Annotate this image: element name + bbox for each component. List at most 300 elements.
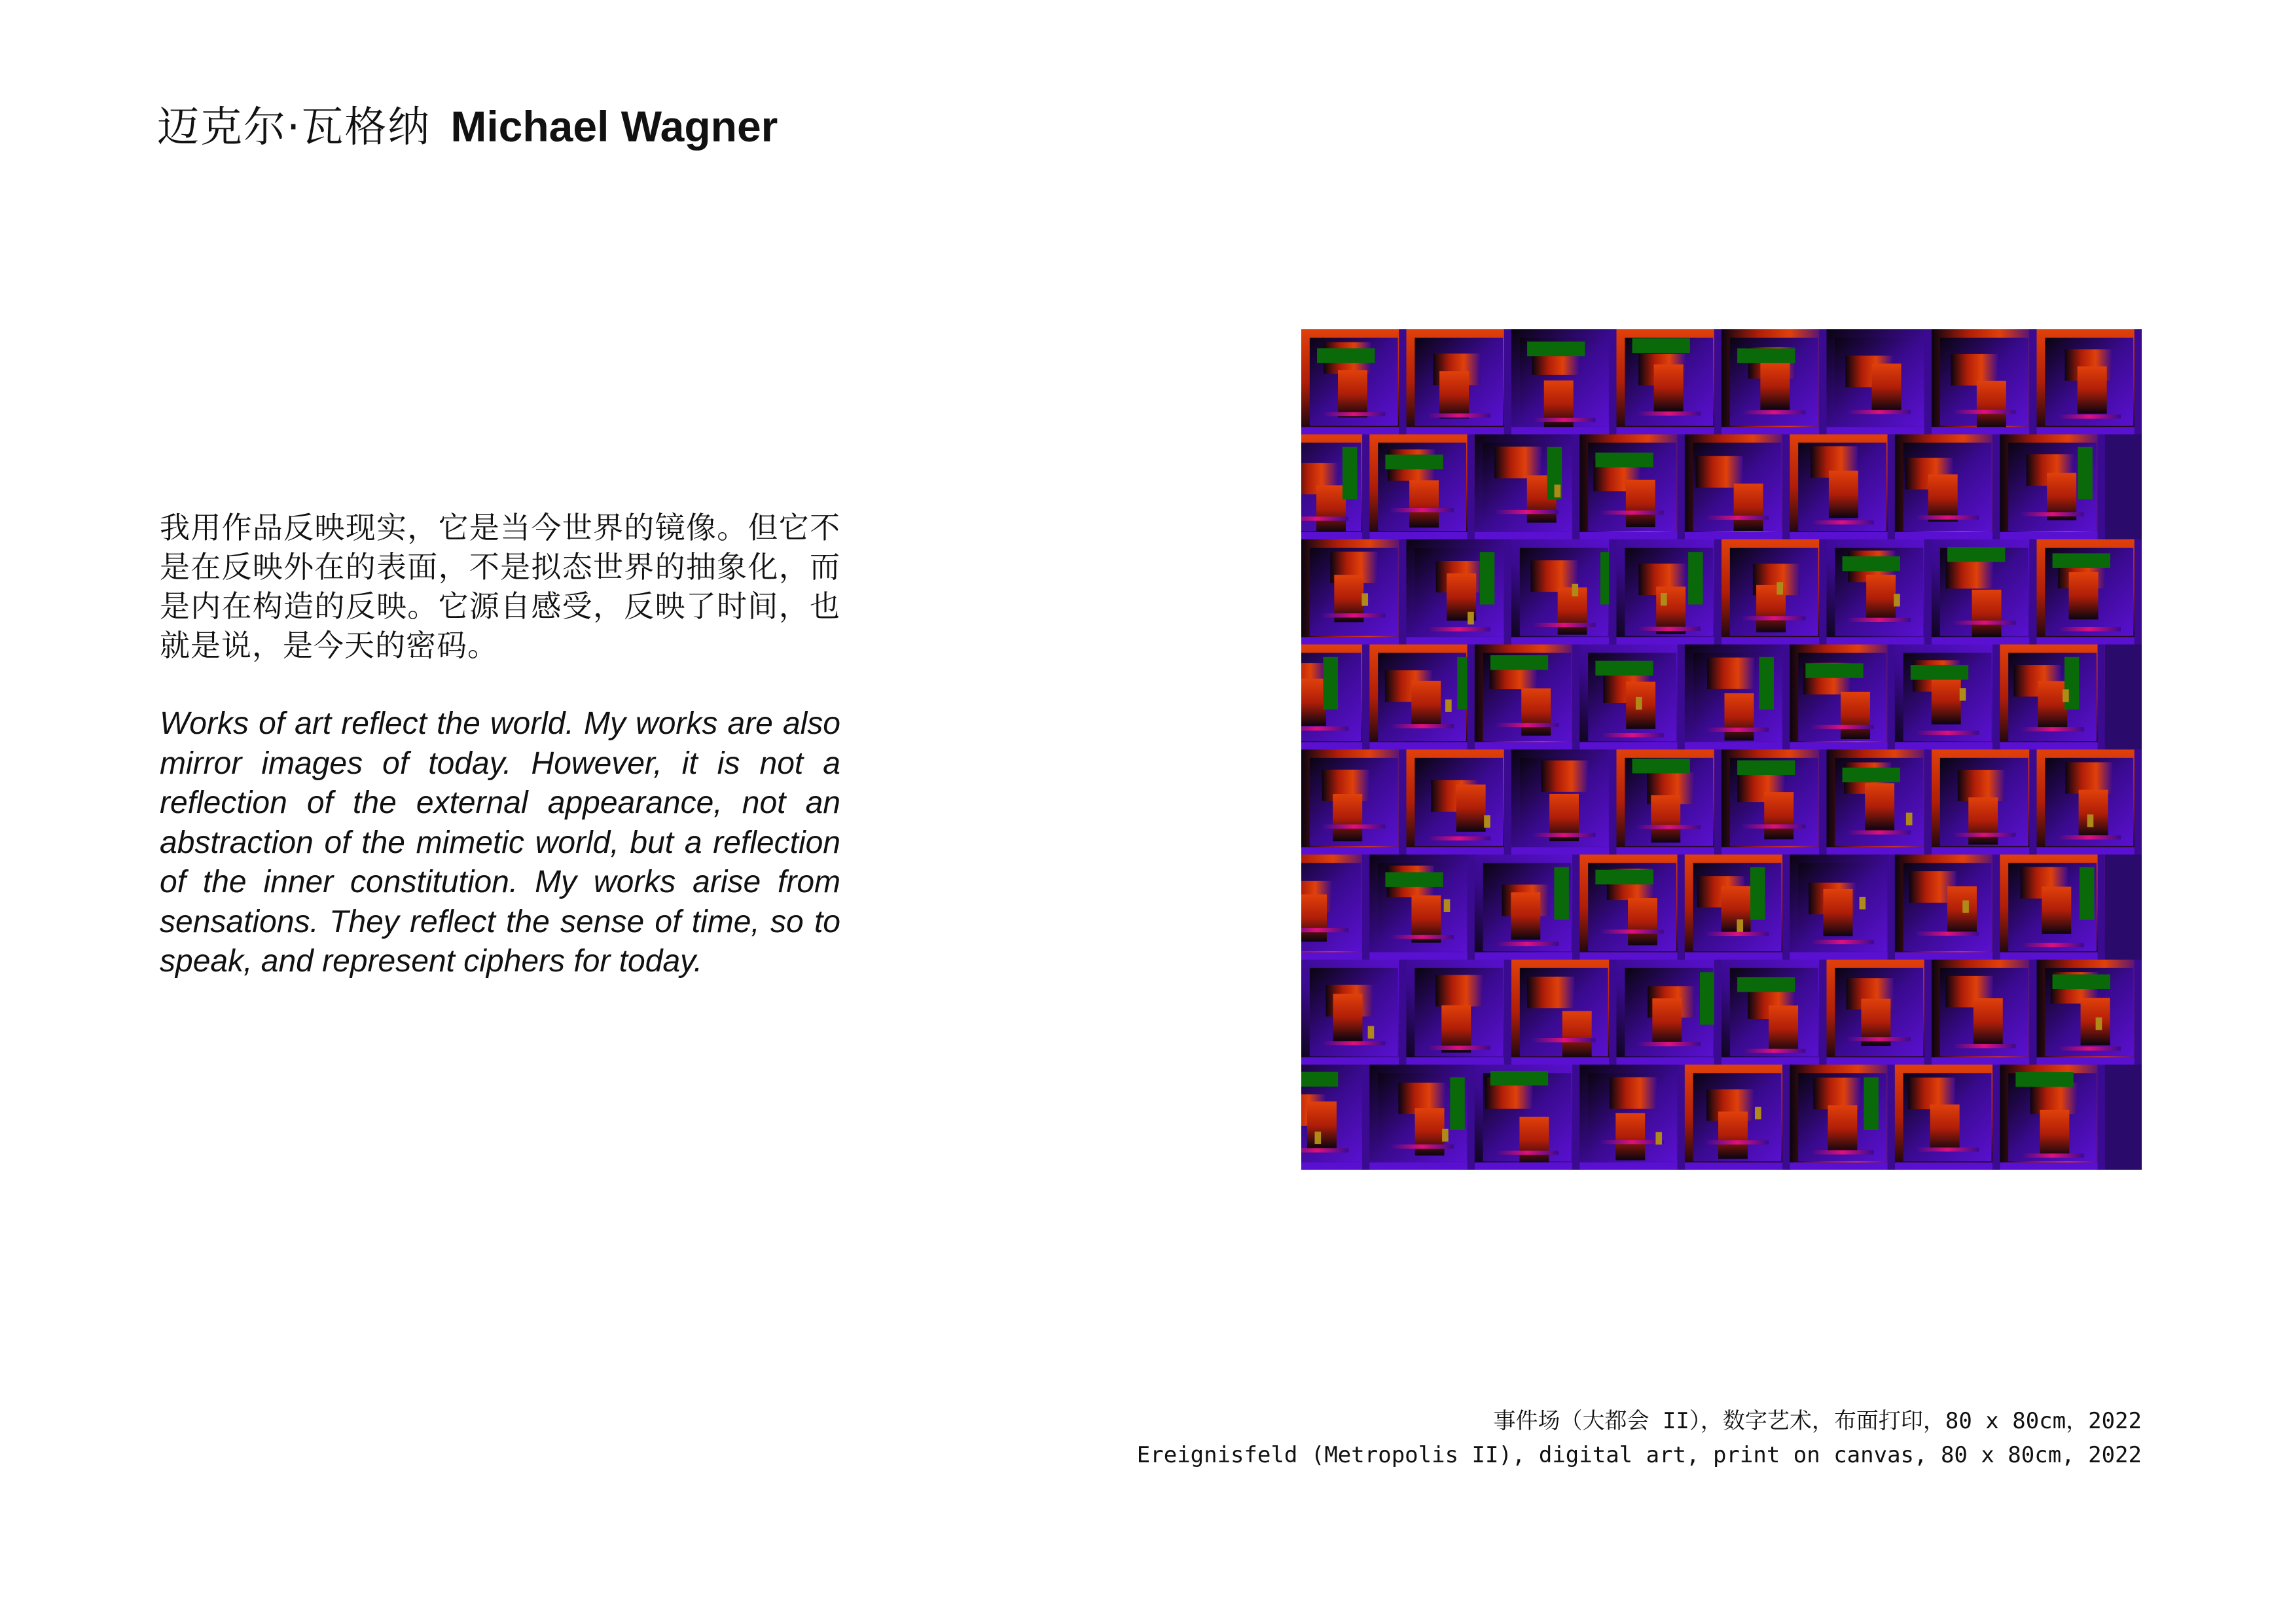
- pattern-bar: [1992, 435, 2000, 540]
- pattern-bar: [1685, 532, 1790, 539]
- pattern-bar: [1511, 427, 1617, 434]
- pattern-accent-magenta: [1742, 616, 1805, 620]
- pattern-bar: [1579, 742, 1685, 749]
- pattern-accent-green: [1323, 657, 1337, 710]
- pattern-bar: [1369, 742, 1475, 749]
- pattern-bar: [2098, 435, 2105, 540]
- pattern-accent-magenta: [1742, 824, 1805, 828]
- pattern-block: [1494, 446, 1541, 478]
- pattern-bar: [1782, 645, 1790, 750]
- pattern-block: [1828, 1105, 1857, 1152]
- pattern-bar: [1617, 637, 1722, 644]
- pattern-bar: [1504, 749, 1511, 855]
- pattern-bar: [2029, 539, 2036, 645]
- caption-english: Ereignisfeld (Metropolis II), digital art, print on canvas, 80 x 80cm, 2022: [1136, 1442, 2142, 1468]
- pattern-accent-magenta: [2058, 627, 2121, 631]
- pattern-block: [1316, 485, 1346, 532]
- pattern-bar: [2037, 1057, 2142, 1064]
- pattern-accent-magenta: [1953, 621, 2015, 624]
- pattern-bar: [1468, 645, 1475, 750]
- pattern-accent-magenta: [1428, 414, 1490, 418]
- pattern-bar: [1399, 329, 1406, 435]
- pattern-accent-magenta: [1916, 515, 1979, 519]
- pattern-accent-magenta: [1811, 725, 1873, 729]
- pattern-accent-magenta: [1916, 731, 1979, 734]
- pattern-block: [1411, 681, 1441, 728]
- pattern-bar: [1399, 749, 1406, 855]
- pattern-accent-green: [1301, 1072, 1338, 1087]
- pattern-bar: [1301, 532, 1369, 539]
- pattern-accent-gold: [1314, 1132, 1321, 1144]
- pattern-bar: [2135, 539, 2142, 645]
- pattern-accent-green: [2053, 553, 2110, 568]
- pattern-bar: [1782, 855, 1790, 960]
- pattern-bar: [1511, 637, 1617, 644]
- pattern-accent-magenta: [1706, 516, 1769, 520]
- pattern-bar: [1301, 427, 1407, 434]
- pattern-accent-green: [1737, 977, 1795, 992]
- pattern-block: [2040, 1110, 2069, 1157]
- pattern-accent-magenta: [1811, 940, 1873, 944]
- pattern-block: [2078, 367, 2107, 414]
- pattern-accent-gold: [1962, 900, 1969, 912]
- pattern-bar: [2029, 329, 2036, 435]
- pattern-bar: [1579, 1163, 1685, 1170]
- pattern-bar: [1819, 329, 1826, 435]
- pattern-accent-magenta: [1848, 1037, 1911, 1041]
- pattern-bar: [1678, 855, 1685, 960]
- pattern-block: [1562, 1011, 1592, 1058]
- pattern-block: [1338, 370, 1367, 417]
- pattern-block: [1519, 1117, 1549, 1164]
- pattern-block: [1409, 480, 1439, 528]
- pattern-bar: [1685, 1163, 1790, 1170]
- pattern-accent-magenta: [1742, 1049, 1805, 1053]
- pattern-block: [1760, 363, 1790, 410]
- pattern-accent-magenta: [1600, 511, 1663, 514]
- pattern-bar: [1721, 1057, 1827, 1064]
- pattern-bar: [2098, 1065, 2105, 1170]
- pattern-accent-magenta: [1390, 508, 1453, 512]
- pattern-bar: [1468, 1065, 1475, 1170]
- artist-name-chinese: 迈克尔·瓦格纳: [157, 103, 431, 152]
- pattern-block: [1333, 994, 1363, 1041]
- pattern-accent-magenta: [1638, 825, 1701, 829]
- pattern-bar: [2000, 742, 2105, 749]
- pattern-bar: [1399, 539, 1406, 645]
- pattern-accent-magenta: [1301, 516, 1348, 520]
- pattern-accent-green: [1737, 761, 1795, 775]
- pattern-bar: [1888, 645, 1895, 750]
- pattern-accent-green: [1700, 972, 1714, 1024]
- pattern-accent-green: [1805, 663, 1863, 677]
- pattern-block: [1872, 364, 1901, 411]
- pattern-accent-gold: [1960, 688, 1966, 700]
- pattern-bar: [1362, 435, 1369, 540]
- statement-english: Works of art reflect the world. My works are also mirror images of today. However, it is not a reflection of the external appearance, not an abstraction of the mimetic world, but a reflection of the inner constitution. My works arise from sensations. They reflect the sense of time, so to speak, and represent ciphers for today.: [160, 706, 840, 979]
- pattern-bar: [2037, 427, 2142, 434]
- pattern-bar: [1888, 1065, 1895, 1170]
- pattern-block: [2081, 998, 2110, 1045]
- pattern-bar: [1369, 532, 1475, 539]
- pattern-block: [1626, 480, 1655, 527]
- pattern-accent-gold: [1661, 593, 1667, 605]
- pattern-accent-magenta: [1811, 1150, 1873, 1154]
- pattern-bar: [1924, 539, 1932, 645]
- pattern-accent-gold: [1442, 1129, 1449, 1142]
- caption-chinese: 事件场（大都会 II），数字艺术，布面打印，80 x 80cm，2022: [1493, 1408, 2142, 1434]
- pattern-bar: [1369, 1163, 1475, 1170]
- pattern-accent-green: [1554, 867, 1568, 920]
- pattern-block: [1435, 975, 1483, 1006]
- pattern-block: [1721, 886, 1751, 933]
- pattern-bar: [1301, 637, 1407, 644]
- pattern-bar: [1721, 637, 1827, 644]
- pattern-accent-green: [1385, 872, 1443, 886]
- statement-chinese: 我用作品反映现实，它是当今世界的镜像。但它不是在反映外在的表面，不是拟态世界的抽象化，而是内在构造的反映。它源自感受，反映了时间，也就是说，是今天的密码。: [160, 510, 840, 663]
- pattern-block: [1654, 365, 1684, 412]
- pattern-accent-magenta: [2058, 1047, 2121, 1051]
- pattern-bar: [1888, 855, 1895, 960]
- pattern-accent-green: [2080, 867, 2094, 920]
- pattern-bar: [1407, 847, 1512, 854]
- pattern-accent-green: [1632, 338, 1690, 353]
- pattern-accent-green: [2053, 975, 2110, 989]
- pattern-bar: [1932, 847, 2037, 854]
- pattern-bar: [1572, 435, 1579, 540]
- pattern-accent-magenta: [1532, 833, 1595, 837]
- pattern-bar: [1790, 952, 1895, 960]
- pattern-accent-gold: [2063, 689, 2069, 702]
- pattern-block: [1829, 471, 1858, 518]
- pattern-accent-magenta: [2058, 414, 2121, 418]
- pattern-bar: [2029, 749, 2036, 855]
- pattern-bar: [1579, 532, 1685, 539]
- pattern-accent-green: [1759, 657, 1773, 710]
- pattern-bar: [1714, 960, 1721, 1065]
- pattern-bar: [1407, 1057, 1512, 1064]
- pattern-accent-gold: [1894, 594, 1900, 606]
- pattern-bar: [1362, 645, 1369, 750]
- artist-statement: [160, 508, 840, 982]
- pattern-accent-magenta: [1428, 1046, 1490, 1050]
- pattern-bar: [2000, 1163, 2105, 1170]
- pattern-bar: [1301, 1057, 1407, 1064]
- pattern-accent-magenta: [2021, 1153, 2083, 1157]
- pattern-block: [1307, 1102, 1337, 1149]
- pattern-accent-green: [1317, 348, 1375, 363]
- pattern-accent-magenta: [1496, 1151, 1559, 1155]
- pattern-accent-magenta: [1532, 623, 1595, 627]
- pattern-accent-magenta: [1916, 931, 1979, 935]
- pattern-block: [1301, 894, 1327, 941]
- pattern-accent-magenta: [1848, 618, 1911, 622]
- pattern-accent-green: [1490, 655, 1548, 670]
- pattern-accent-gold: [2087, 814, 2094, 827]
- pattern-accent-gold: [1776, 582, 1783, 594]
- pattern-accent-gold: [1445, 700, 1452, 712]
- pattern-bar: [1407, 637, 1512, 644]
- pattern-block: [1610, 1077, 1657, 1109]
- pattern-block: [1696, 456, 1743, 488]
- pattern-block: [1615, 1113, 1645, 1160]
- pattern-accent-magenta: [1811, 520, 1873, 524]
- pattern-accent-magenta: [1428, 837, 1490, 840]
- pattern-block: [1527, 977, 1574, 1008]
- pattern-accent-magenta: [1390, 935, 1453, 939]
- pattern-bar: [1504, 329, 1511, 435]
- pattern-block: [1764, 792, 1793, 839]
- pattern-accent-magenta: [1953, 410, 2015, 414]
- pattern-accent-gold: [1636, 697, 1642, 710]
- pattern-bar: [1362, 1065, 1369, 1170]
- pattern-accent-magenta: [1390, 1144, 1453, 1148]
- pattern-block: [1823, 889, 1852, 936]
- pattern-accent-gold: [1468, 612, 1474, 624]
- pattern-accent-green: [1480, 552, 1494, 604]
- pattern-bar: [1579, 952, 1685, 960]
- pattern-bar: [2037, 637, 2142, 644]
- pattern-accent-magenta: [1322, 824, 1385, 828]
- pattern-bar: [1685, 952, 1790, 960]
- pattern-block: [1521, 689, 1551, 736]
- pattern-block: [1865, 783, 1894, 830]
- pattern-bar: [1895, 952, 2000, 960]
- pattern-block: [1511, 892, 1540, 939]
- pattern-bar: [2000, 952, 2105, 960]
- pattern-accent-green: [2078, 447, 2092, 499]
- pattern-block: [2079, 790, 2108, 837]
- pattern-bar: [2000, 532, 2105, 539]
- pattern-block: [1301, 679, 1326, 726]
- pattern-accent-gold: [2096, 1017, 2102, 1030]
- pattern-block: [1974, 998, 2003, 1045]
- pattern-bar: [2135, 960, 2142, 1065]
- pattern-accent-magenta: [1706, 728, 1769, 732]
- pattern-bar: [1475, 1163, 1580, 1170]
- pattern-accent-green: [1490, 1071, 1548, 1085]
- pattern-accent-green: [1595, 661, 1653, 676]
- pattern-bar: [2037, 847, 2142, 854]
- pattern-block: [1530, 560, 1577, 592]
- pattern-accent-magenta: [1916, 1147, 1979, 1151]
- pattern-bar: [1301, 847, 1407, 854]
- pattern-bar: [1609, 960, 1616, 1065]
- pattern-bar: [1819, 749, 1826, 855]
- pattern-block: [1769, 1005, 1798, 1053]
- pattern-block: [1707, 658, 1754, 689]
- pattern-accent-magenta: [2021, 727, 2083, 731]
- pattern-accent-magenta: [1953, 833, 2015, 837]
- pattern-accent-green: [1385, 455, 1443, 469]
- pattern-accent-green: [1343, 447, 1357, 499]
- pattern-bar: [1617, 427, 1722, 434]
- pattern-bar: [2029, 960, 2036, 1065]
- pattern-bar: [1475, 742, 1580, 749]
- pattern-bar: [1819, 539, 1826, 645]
- pattern-bar: [1819, 960, 1826, 1065]
- pattern-block: [1652, 998, 1682, 1045]
- pattern-bar: [1609, 539, 1616, 645]
- pattern-bar: [1617, 847, 1722, 854]
- pattern-accent-gold: [1361, 593, 1368, 605]
- pattern-block: [2038, 681, 2067, 728]
- pattern-bar: [1932, 637, 2037, 644]
- pattern-accent-magenta: [2021, 943, 2083, 947]
- pattern-accent-green: [1843, 556, 1900, 571]
- pattern-accent-gold: [1906, 813, 1913, 825]
- pattern-block: [1947, 886, 1977, 933]
- pattern-bar: [1362, 855, 1369, 960]
- pattern-accent-magenta: [2021, 512, 2083, 516]
- pattern-bar: [2098, 645, 2105, 750]
- pattern-bar: [1714, 329, 1721, 435]
- pattern-bar: [1721, 847, 1827, 854]
- pattern-accent-magenta: [1496, 723, 1559, 727]
- pattern-accent-green: [1527, 342, 1585, 356]
- artwork-pattern: [1301, 329, 2142, 1170]
- pattern-bar: [1924, 749, 1932, 855]
- pattern-block: [1456, 785, 1486, 832]
- pattern-accent-magenta: [1848, 410, 1911, 414]
- pattern-block: [1908, 1077, 1955, 1109]
- pattern-bar: [1932, 427, 2037, 434]
- pattern-bar: [2098, 855, 2105, 960]
- pattern-block: [1930, 1104, 1960, 1151]
- pattern-bar: [1617, 1057, 1722, 1064]
- pattern-accent-magenta: [1600, 929, 1663, 933]
- pattern-accent-green: [1595, 870, 1653, 884]
- pattern-bar: [1511, 1057, 1617, 1064]
- pattern-accent-gold: [1484, 815, 1490, 827]
- pattern-bar: [1504, 539, 1511, 645]
- pattern-accent-gold: [1555, 484, 1561, 497]
- artist-name-english: Michael Wagner: [450, 102, 778, 151]
- pattern-bar: [1992, 645, 2000, 750]
- pattern-accent-magenta: [1638, 627, 1701, 631]
- pattern-block: [1928, 475, 1958, 522]
- pattern-accent-magenta: [1390, 724, 1453, 728]
- pattern-bar: [1475, 952, 1580, 960]
- pattern-accent-gold: [1368, 1026, 1375, 1038]
- pattern-block: [1718, 1111, 1748, 1159]
- pattern-block: [1441, 1005, 1471, 1053]
- pattern-block: [1541, 761, 1588, 792]
- pattern-bar: [1399, 960, 1406, 1065]
- pattern-bar: [1790, 1163, 1895, 1170]
- pattern-block: [1968, 797, 1998, 844]
- pattern-bar: [1609, 749, 1616, 855]
- pattern-bar: [1301, 952, 1369, 960]
- pattern-accent-magenta: [2058, 835, 2121, 839]
- pattern-bar: [1572, 855, 1579, 960]
- pattern-accent-magenta: [1638, 412, 1701, 416]
- pattern-accent-green: [1864, 1077, 1878, 1130]
- pattern-accent-green: [1595, 453, 1653, 467]
- pattern-bar: [1932, 1057, 2037, 1064]
- pattern-bar: [1895, 742, 2000, 749]
- pattern-accent-gold: [1755, 1107, 1761, 1119]
- pattern-bar: [1511, 847, 1617, 854]
- pattern-accent-magenta: [1532, 1038, 1595, 1042]
- pattern-accent-magenta: [1301, 928, 1348, 932]
- pattern-bar: [1678, 645, 1685, 750]
- pattern-accent-magenta: [1600, 1140, 1663, 1144]
- pattern-accent-green: [1688, 552, 1703, 604]
- pattern-bar: [1888, 435, 1895, 540]
- pattern-bar: [1782, 1065, 1790, 1170]
- pattern-block: [1333, 794, 1362, 841]
- pattern-block: [1866, 575, 1896, 622]
- pattern-bar: [1369, 952, 1475, 960]
- pattern-block: [1651, 795, 1680, 842]
- pattern-accent-magenta: [1848, 830, 1911, 834]
- pattern-bar: [1782, 435, 1790, 540]
- pattern-bar: [1827, 847, 1932, 854]
- pattern-block: [2042, 887, 2071, 934]
- artwork-image: [1301, 329, 2142, 1170]
- artwork-caption: [1137, 1404, 2142, 1472]
- pattern-bar: [1678, 435, 1685, 540]
- pattern-block: [2069, 572, 2099, 619]
- pattern-bar: [1572, 1065, 1579, 1170]
- pattern-accent-magenta: [1532, 418, 1595, 422]
- pattern-bar: [1301, 742, 1369, 749]
- pattern-bar: [1721, 427, 1827, 434]
- pattern-accent-green: [1450, 1077, 1464, 1130]
- pattern-bar: [1790, 742, 1895, 749]
- pattern-block: [1628, 898, 1657, 945]
- pattern-bar: [1924, 329, 1932, 435]
- pattern-block: [1439, 371, 1469, 418]
- pattern-accent-gold: [1444, 899, 1451, 912]
- pattern-accent-magenta: [1322, 613, 1385, 617]
- pattern-block: [1841, 692, 1870, 739]
- pattern-accent-magenta: [1953, 1044, 2015, 1048]
- pattern-accent-magenta: [1706, 932, 1769, 936]
- pattern-bar: [1992, 855, 2000, 960]
- pattern-bar: [1895, 532, 2000, 539]
- pattern-accent-magenta: [1496, 942, 1559, 946]
- pattern-accent-magenta: [1322, 412, 1385, 416]
- pattern-accent-gold: [1737, 919, 1743, 931]
- pattern-accent-gold: [1860, 897, 1866, 909]
- pattern-bar: [1301, 1163, 1369, 1170]
- pattern-bar: [1895, 1163, 2000, 1170]
- pattern-block: [1932, 677, 1961, 724]
- pattern-accent-magenta: [1428, 627, 1490, 631]
- pattern-block: [1813, 1077, 1860, 1109]
- pattern-bar: [1827, 1057, 1932, 1064]
- pattern-bar: [1468, 435, 1475, 540]
- pattern-accent-green: [1750, 867, 1765, 920]
- pattern-block: [1972, 590, 2002, 637]
- pattern-bar: [1678, 1065, 1685, 1170]
- pattern-bar: [1992, 1065, 2000, 1170]
- pattern-accent-magenta: [1301, 727, 1348, 731]
- pattern-accent-gold: [1572, 584, 1578, 596]
- pattern-block: [2065, 762, 2112, 793]
- pattern-bar: [1685, 742, 1790, 749]
- page-title: [157, 102, 778, 152]
- pattern-accent-green: [1911, 665, 1968, 679]
- pattern-bar: [2135, 749, 2142, 855]
- pattern-accent-green: [2015, 1072, 2073, 1087]
- pattern-bar: [1572, 645, 1579, 750]
- pattern-accent-magenta: [1742, 410, 1805, 414]
- pattern-bar: [1468, 855, 1475, 960]
- pattern-block: [1734, 484, 1763, 531]
